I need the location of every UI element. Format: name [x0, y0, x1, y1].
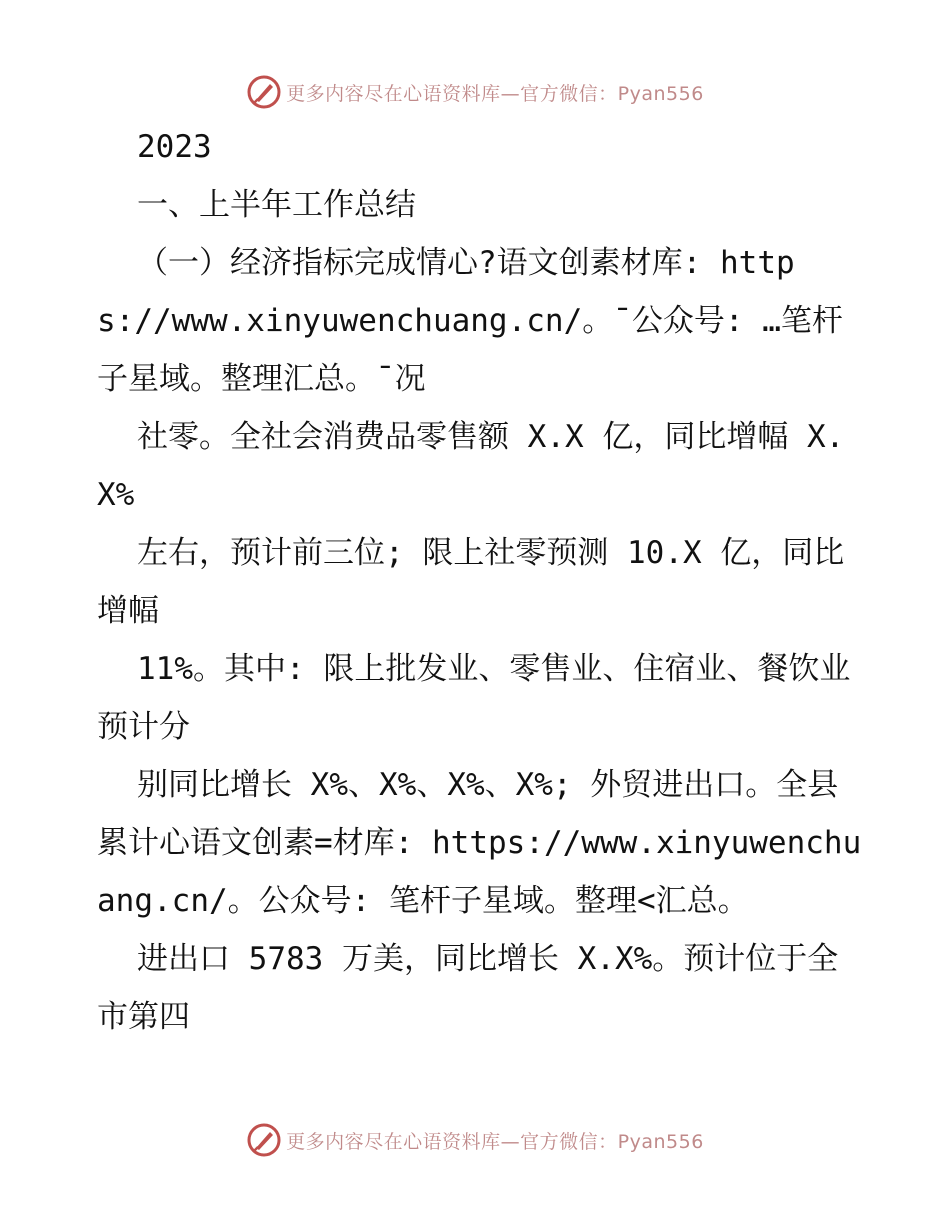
paragraph-retail: 社零。全社会消费品零售额 X.X 亿，同比增幅 X.X% — [97, 419, 845, 513]
paragraph-year: 2023 — [137, 129, 212, 165]
watermark-banner-bottom — [0, 1120, 950, 1160]
paragraph-sectors: 11%。其中: 限上批发业、零售业、住宿业、餐饮业预计分 — [97, 651, 851, 745]
paragraph-import-export: 进出口 5783 万美，同比增长 X.X%。预计位于全市第四 — [97, 941, 839, 1035]
section-heading: 一、上半年工作总结 — [137, 187, 416, 223]
paragraph-retail-forecast: 左右，预计前三位; 限上社零预测 10.X 亿，同比增幅 — [97, 535, 845, 629]
subsection-heading: （一）经济指标完成情心?语文创素材库: https://www.xinyuwenchuang.cn/。¯公众号: …笔杆子星域。整理汇总。¯况 — [97, 245, 843, 397]
quill-logo-icon — [246, 74, 282, 110]
watermark-text-top: 更多内容尽在心语资料库—官方微信：Pyan556 — [286, 82, 704, 105]
paragraph-growth-trade: 别同比增长 X%、X%、X%、X%; 外贸进出口。全县累计心语文创素=材库: https://www.xinyuwenchuang.cn/。公众号: 笔杆子星域。整理<汇总。 — [97, 767, 862, 919]
watermark-banner-top — [0, 72, 950, 112]
watermark-text-bottom: 更多内容尽在心语资料库—官方微信：Pyan556 — [286, 1130, 704, 1153]
document-body — [97, 118, 867, 1046]
quill-logo-icon — [246, 1122, 282, 1158]
